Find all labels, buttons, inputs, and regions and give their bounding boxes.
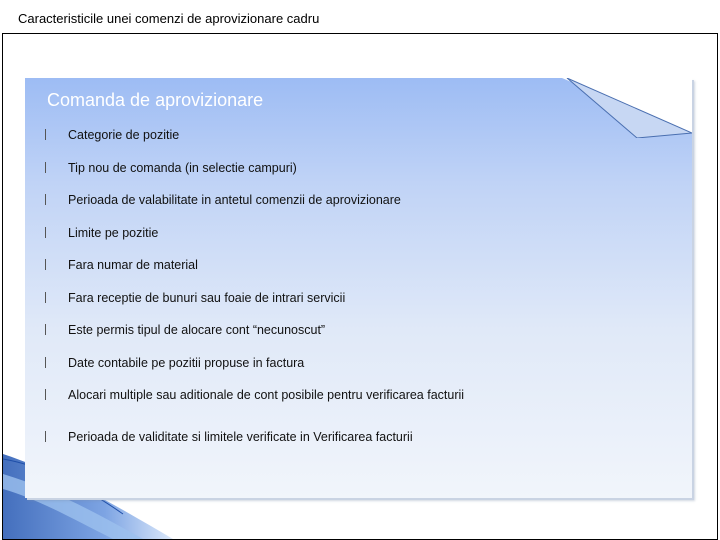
list-item: Categorie de pozitie (45, 123, 685, 156)
list-item: Perioada de valabilitate in antetul comenzii de aprovizionare (45, 188, 685, 221)
list-item: Limite pe pozitie (45, 221, 685, 254)
bullet-marker (45, 129, 46, 140)
list-item: Alocari multiple sau aditionale de cont posibile pentru verificarea facturii (45, 383, 685, 425)
slide-title: Caracteristicile unei comenzi de aprovizionare cadru (18, 11, 320, 26)
list-item: Perioada de validitate si limitele verificate in Verificarea facturii (45, 425, 685, 458)
bullet-marker (45, 389, 46, 400)
bullet-marker (45, 357, 46, 368)
card-heading: Comanda de aprovizionare (47, 90, 264, 110)
bullet-marker (45, 194, 46, 205)
bullet-marker (45, 162, 46, 173)
content-card (25, 78, 692, 498)
bullet-marker (45, 324, 46, 335)
bullet-list (45, 123, 685, 458)
bullet-marker (45, 431, 46, 442)
list-item: Este permis tipul de alocare cont “necunoscut” (45, 318, 685, 351)
bullet-marker (45, 259, 46, 270)
list-item: Fara numar de material (45, 253, 685, 286)
bullet-marker (45, 292, 46, 303)
bullet-marker (45, 227, 46, 238)
list-item: Date contabile pe pozitii propuse in factura (45, 351, 685, 384)
list-item: Fara receptie de bunuri sau foaie de intrari servicii (45, 286, 685, 319)
list-item: Tip nou de comanda (in selectie campuri) (45, 156, 685, 189)
